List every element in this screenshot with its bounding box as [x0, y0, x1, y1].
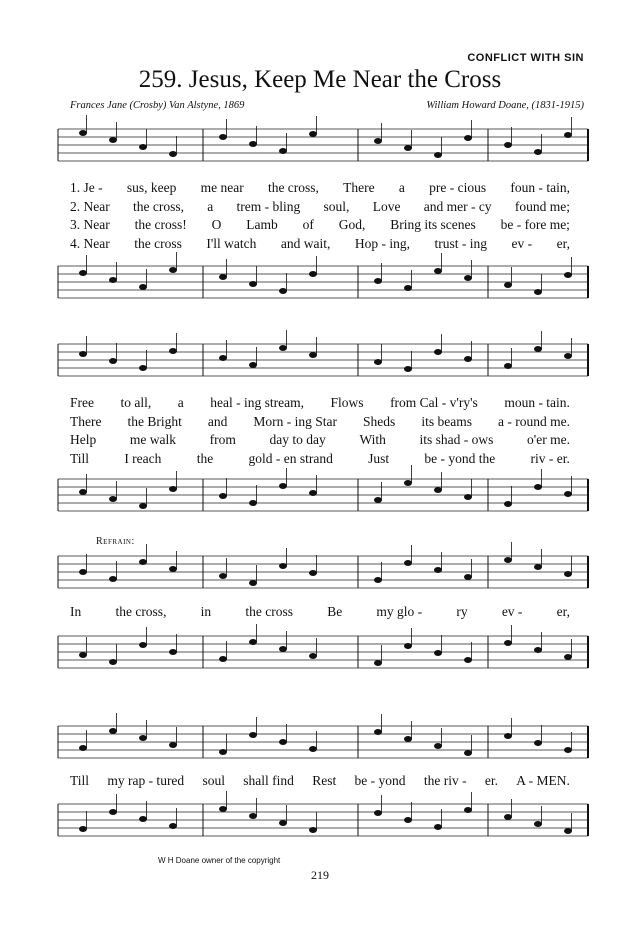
- note-head: [169, 649, 177, 655]
- note-head: [219, 749, 227, 755]
- lyric-line: [70, 217, 570, 233]
- page-number: 219: [311, 868, 329, 882]
- note-head: [109, 809, 117, 815]
- note-head: [464, 657, 472, 663]
- lyric-line: [70, 432, 570, 448]
- note-head: [79, 569, 87, 575]
- note-head: [564, 828, 572, 834]
- note-head: [434, 349, 442, 355]
- note-head: [504, 733, 512, 739]
- note-head: [434, 824, 442, 830]
- note-head: [249, 580, 257, 586]
- note-head: [374, 729, 382, 735]
- note-head: [504, 557, 512, 563]
- lyric-syllable: Hop - ing,: [354, 235, 411, 251]
- lyric-syllable: Lamb: [246, 217, 278, 232]
- note-head: [139, 816, 147, 822]
- note-head: [139, 284, 147, 290]
- copyright-note: W H Doane owner of the copyright: [158, 856, 281, 865]
- note-head: [79, 130, 87, 136]
- note-head: [404, 145, 412, 151]
- lyric-syllable: me walk: [129, 432, 177, 447]
- note-head: [309, 352, 317, 358]
- note-head: [109, 728, 117, 734]
- note-head: [109, 277, 117, 283]
- lyric-syllable: Till: [70, 450, 90, 466]
- lyric-syllable: shall find: [243, 773, 294, 788]
- note-head: [434, 152, 442, 158]
- note-head: [309, 131, 317, 137]
- note-head: [139, 365, 147, 371]
- treble-staff-1: [58, 125, 588, 170]
- lyric-syllable: my rap - tured: [107, 773, 185, 788]
- bass-staff-2: [58, 475, 588, 520]
- note-head: [464, 750, 472, 756]
- lyric-syllable: ev -: [511, 235, 533, 251]
- note-head: [109, 659, 117, 665]
- lyric-syllable: heal - ing stream,: [210, 395, 305, 410]
- lyric-syllable: 2. Near: [70, 198, 110, 214]
- note-head: [109, 137, 117, 143]
- lyric-syllable: the riv -: [423, 773, 467, 788]
- note-head: [79, 489, 87, 495]
- note-head: [219, 806, 227, 812]
- note-head: [309, 570, 317, 576]
- note-head: [79, 270, 87, 276]
- note-head: [374, 577, 382, 583]
- lyric-syllable: moun - tain.: [504, 395, 570, 410]
- lyric-syllable: trem - bling: [236, 198, 301, 214]
- note-head: [249, 362, 257, 368]
- lyric-line: [70, 773, 570, 789]
- lyric-syllable: With: [359, 432, 386, 447]
- lyric-line: [70, 199, 570, 215]
- note-head: [534, 821, 542, 827]
- lyric-syllable: pre - cious: [429, 180, 487, 195]
- lyric-syllable: from Cal - v'ry's: [390, 395, 478, 410]
- note-head: [564, 571, 572, 577]
- lyric-line: [70, 604, 570, 620]
- lyric-syllable: its shad - ows: [419, 432, 494, 447]
- note-head: [309, 490, 317, 496]
- lyric-syllable: In: [70, 604, 82, 619]
- note-head: [249, 813, 257, 819]
- note-head: [219, 573, 227, 579]
- note-head: [404, 817, 412, 823]
- note-head: [374, 497, 382, 503]
- note-head: [169, 151, 177, 157]
- lyric-syllable: sus, keep: [126, 180, 177, 195]
- note-head: [374, 660, 382, 666]
- note-head: [219, 274, 227, 280]
- lyric-syllable: found me;: [514, 198, 570, 214]
- lyric-syllable: a: [177, 395, 184, 410]
- note-head: [504, 363, 512, 369]
- refrain-label: Refrain:: [96, 536, 135, 547]
- note-head: [434, 567, 442, 573]
- note-head: [249, 639, 257, 645]
- lyric-syllable: the cross: [245, 604, 293, 619]
- lyric-syllable: a: [207, 198, 214, 214]
- lyric-line: [70, 395, 570, 411]
- lyric-syllable: 4. Near: [70, 235, 110, 251]
- note-head: [279, 345, 287, 351]
- note-head: [279, 820, 287, 826]
- note-head: [434, 268, 442, 274]
- note-head: [139, 642, 147, 648]
- note-head: [169, 348, 177, 354]
- lyric-syllable: Just: [368, 450, 390, 466]
- lyric-syllable: and mer - cy: [423, 198, 492, 214]
- hymn-title: 259. Jesus, Keep Me Near the Cross: [138, 66, 502, 93]
- lyric-syllable: er,: [556, 235, 570, 251]
- lyric-syllable: ev -: [501, 604, 523, 619]
- note-head: [464, 275, 472, 281]
- lyric-syllable: I reach: [124, 450, 162, 466]
- note-head: [169, 566, 177, 572]
- lyric-syllable: Bring its scenes: [390, 217, 476, 232]
- note-head: [404, 366, 412, 372]
- note-head: [434, 487, 442, 493]
- lyric-syllable: day to day: [269, 432, 326, 447]
- lyric-line: [70, 236, 570, 252]
- note-head: [464, 574, 472, 580]
- note-head: [504, 142, 512, 148]
- note-head: [564, 654, 572, 660]
- note-head: [464, 807, 472, 813]
- note-head: [564, 132, 572, 138]
- lyric-syllable: Love: [372, 198, 401, 214]
- lyric-syllable: trust - ing: [434, 235, 488, 251]
- lyric-syllable: the cross,: [115, 604, 167, 619]
- note-head: [534, 149, 542, 155]
- lyric-syllable: in: [200, 604, 212, 619]
- lyric-line: [70, 414, 570, 430]
- note-head: [219, 134, 227, 140]
- note-head: [404, 643, 412, 649]
- note-head: [169, 486, 177, 492]
- lyric-line: [70, 180, 570, 196]
- note-head: [564, 353, 572, 359]
- note-head: [279, 646, 287, 652]
- note-head: [374, 278, 382, 284]
- note-head: [534, 484, 542, 490]
- note-head: [169, 823, 177, 829]
- author-credit: Frances Jane (Crosby) Van Alstyne, 1869: [70, 100, 245, 111]
- note-head: [219, 355, 227, 361]
- lyric-syllable: from: [209, 432, 236, 447]
- lyric-syllable: A - MEN.: [516, 773, 570, 788]
- note-head: [404, 285, 412, 291]
- note-head: [404, 480, 412, 486]
- lyric-syllable: my glo -: [376, 604, 423, 619]
- note-head: [249, 500, 257, 506]
- lyric-syllable: the cross: [134, 235, 182, 251]
- note-head: [279, 739, 287, 745]
- lyric-syllable: be - fore me;: [500, 217, 570, 232]
- note-head: [109, 496, 117, 502]
- lyric-syllable: to all,: [120, 395, 152, 410]
- note-head: [79, 826, 87, 832]
- lyric-syllable: ry: [456, 604, 468, 619]
- note-head: [374, 138, 382, 144]
- lyric-syllable: gold - en strand: [248, 450, 333, 466]
- note-head: [219, 656, 227, 662]
- note-head: [309, 827, 317, 833]
- note-head: [504, 640, 512, 646]
- note-head: [434, 743, 442, 749]
- lyric-syllable: and wait,: [280, 235, 331, 251]
- note-head: [79, 745, 87, 751]
- note-head: [279, 563, 287, 569]
- lyric-syllable: soul: [202, 773, 225, 788]
- note-head: [249, 141, 257, 147]
- lyric-syllable: and: [207, 413, 228, 429]
- lyric-syllable: Free: [70, 395, 94, 410]
- lyric-syllable: Till: [70, 773, 90, 788]
- lyric-syllable: be - yond the: [424, 450, 496, 466]
- note-head: [279, 148, 287, 154]
- lyric-syllable: the cross!: [134, 217, 187, 232]
- note-head: [79, 652, 87, 658]
- lyric-syllable: Rest: [312, 773, 337, 788]
- lyric-syllable: be - yond: [354, 773, 406, 788]
- lyric-syllable: a: [398, 180, 405, 195]
- lyric-syllable: the cross,: [133, 198, 184, 214]
- bass-staff-3: [58, 632, 588, 677]
- note-head: [564, 747, 572, 753]
- note-head: [534, 564, 542, 570]
- bass-staff-4: [58, 800, 588, 845]
- lyric-syllable: Morn - ing Star: [253, 413, 338, 429]
- note-head: [309, 746, 317, 752]
- lyric-syllable: the Bright: [127, 413, 182, 429]
- note-head: [169, 742, 177, 748]
- note-head: [434, 650, 442, 656]
- section-heading: CONFLICT WITH SIN: [467, 52, 584, 64]
- lyric-syllable: its beams: [421, 413, 472, 429]
- note-head: [374, 810, 382, 816]
- composer-credit: William Howard Doane, (1831-1915): [426, 100, 584, 111]
- lyric-syllable: of: [302, 217, 314, 232]
- note-head: [564, 272, 572, 278]
- note-head: [279, 288, 287, 294]
- note-head: [139, 559, 147, 565]
- note-head: [139, 144, 147, 150]
- note-head: [534, 346, 542, 352]
- note-head: [464, 356, 472, 362]
- lyric-syllable: the: [196, 450, 214, 466]
- lyric-syllable: er,: [556, 604, 570, 619]
- note-head: [404, 736, 412, 742]
- bass-staff-1: [58, 262, 588, 307]
- lyric-syllable: Be: [327, 604, 343, 619]
- note-head: [109, 576, 117, 582]
- note-head: [464, 135, 472, 141]
- note-head: [534, 289, 542, 295]
- lyric-syllable: There: [70, 413, 102, 429]
- note-head: [309, 271, 317, 277]
- note-head: [249, 281, 257, 287]
- note-head: [249, 732, 257, 738]
- note-head: [534, 647, 542, 653]
- note-head: [464, 494, 472, 500]
- lyric-syllable: foun - tain,: [510, 180, 570, 195]
- treble-staff-2: [58, 340, 588, 385]
- note-head: [219, 493, 227, 499]
- lyric-syllable: the cross,: [267, 180, 319, 195]
- lyric-syllable: soul,: [323, 198, 350, 214]
- treble-staff-4: [58, 722, 588, 767]
- note-head: [139, 735, 147, 741]
- lyric-syllable: 3. Near: [70, 217, 110, 232]
- lyric-syllable: O: [211, 217, 222, 232]
- lyric-syllable: God,: [338, 217, 366, 232]
- note-head: [279, 483, 287, 489]
- note-head: [564, 491, 572, 497]
- note-head: [374, 359, 382, 365]
- note-head: [169, 267, 177, 273]
- note-head: [504, 814, 512, 820]
- lyric-line: [70, 451, 570, 467]
- treble-staff-3: [58, 552, 588, 597]
- note-head: [504, 282, 512, 288]
- lyric-syllable: Sheds: [363, 413, 396, 429]
- lyric-syllable: There: [343, 180, 375, 195]
- lyric-syllable: Flows: [330, 395, 364, 410]
- note-head: [504, 501, 512, 507]
- note-head: [79, 351, 87, 357]
- lyric-syllable: riv - er.: [530, 450, 570, 466]
- lyric-syllable: me near: [200, 180, 244, 195]
- lyric-syllable: I'll watch: [206, 235, 257, 251]
- lyric-syllable: Help: [70, 432, 97, 447]
- lyric-syllable: 1. Je -: [70, 180, 103, 195]
- note-head: [534, 740, 542, 746]
- lyric-syllable: a - round me.: [497, 413, 570, 429]
- note-head: [404, 560, 412, 566]
- lyric-syllable: er.: [484, 773, 498, 788]
- note-head: [109, 358, 117, 364]
- note-head: [139, 503, 147, 509]
- note-head: [309, 653, 317, 659]
- lyric-syllable: o'er me.: [527, 432, 570, 447]
